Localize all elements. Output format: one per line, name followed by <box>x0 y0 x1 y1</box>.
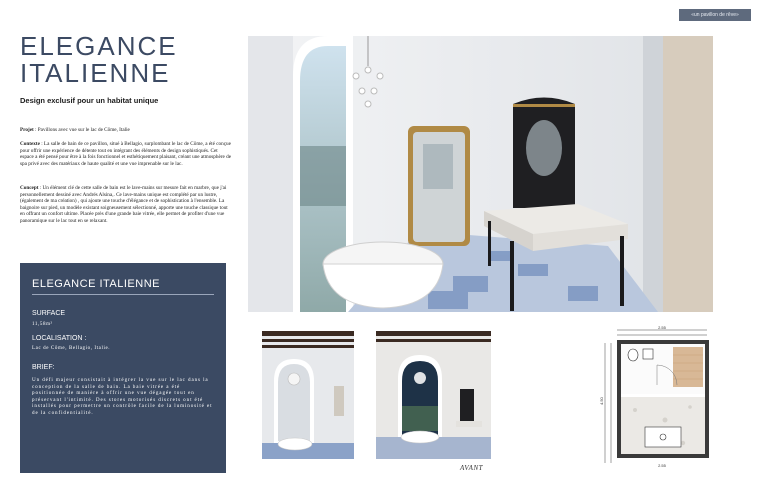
title-line-2: ITALIENNE <box>20 58 171 88</box>
contexte-paragraph <box>20 141 232 167</box>
concept-text: : Un élément clé de cette salle de bain est le lave-mains sur mesure fait en marbre, que j'ai personnellement dessiné avec Andrés Alsina,. Ce lave-mains unique est complété par un lustre, (également de ma création) , qui ajoute une touche d'élégance et de sophistication à l'ensemble. La baignoire sur pied, un modèle existant soigneusement sélectionné, apporte une touche classique tout en offrant un confort ultime. Placée près d'une grande baie vitrée, elle permet de profiter d'une vue panoramique sur le lac tout en se relaxant. <box>20 185 228 224</box>
main-bathroom-image <box>248 36 713 312</box>
floor-plan-image <box>595 325 723 470</box>
concept-label: Concept <box>20 185 39 191</box>
panel-title: ELEGANCE ITALIENNE <box>32 278 160 290</box>
concept-paragraph <box>20 185 232 225</box>
location-label: LOCALISATION : <box>32 335 87 342</box>
surface-value: 11,58m² <box>32 322 53 327</box>
before-caption: AVANT <box>460 464 484 472</box>
contexte-text: : La salle de bain de ce pavillon, situé à Bellagio, surplombant le lac de Côme, a été conçue pour offrir une expérience de détente tout en intégrant des éléments de design sophistiqués. Cet espace a été pensé pour être à la fois fonctionnel et esthétiquement plaisant, créant une atmosphère de spa privé avec des matériaux de haute qualité et une vue imprenable sur le lac. <box>20 141 232 167</box>
projet-label: Projet <box>20 127 34 133</box>
projet-paragraph <box>20 127 232 134</box>
title-line-1: ELEGANCE <box>20 31 178 61</box>
brief-text: Un défi majeur consistait à intégrer la vue sur le lac dans la conception de la salle de bain. La baie vitrée a été positionnée de manière à offrir une vue dégagée tout en préservant l'intimité. Des stores motorisés discrets ont été installés pour permettre un contrôle facile de la luminosité et de la confidentialité. <box>32 377 213 416</box>
header-tag: «un pavillon de rêve» <box>679 9 751 21</box>
location-value: Lac de Côme, Bellagio, Italie. <box>32 346 111 351</box>
brief-label: BRIEF: <box>32 364 55 371</box>
page-subtitle: Design exclusif pour un habitat unique <box>20 96 159 105</box>
plan-dim-bottom: 2.55 <box>658 463 666 468</box>
plan-dim-left: 4.50 <box>599 397 604 405</box>
before-bathroom-image <box>376 331 491 459</box>
page-title <box>20 33 178 87</box>
front-bathroom-image <box>262 331 354 459</box>
project-info-panel <box>20 263 226 473</box>
plan-dim-top: 2.55 <box>658 325 666 330</box>
panel-divider <box>32 294 214 295</box>
projet-text: : Pavillons avec vue sur le lac de Côme, Italie <box>33 127 130 133</box>
contexte-label: Contexte <box>20 141 40 147</box>
surface-label: SURFACE <box>32 310 66 317</box>
